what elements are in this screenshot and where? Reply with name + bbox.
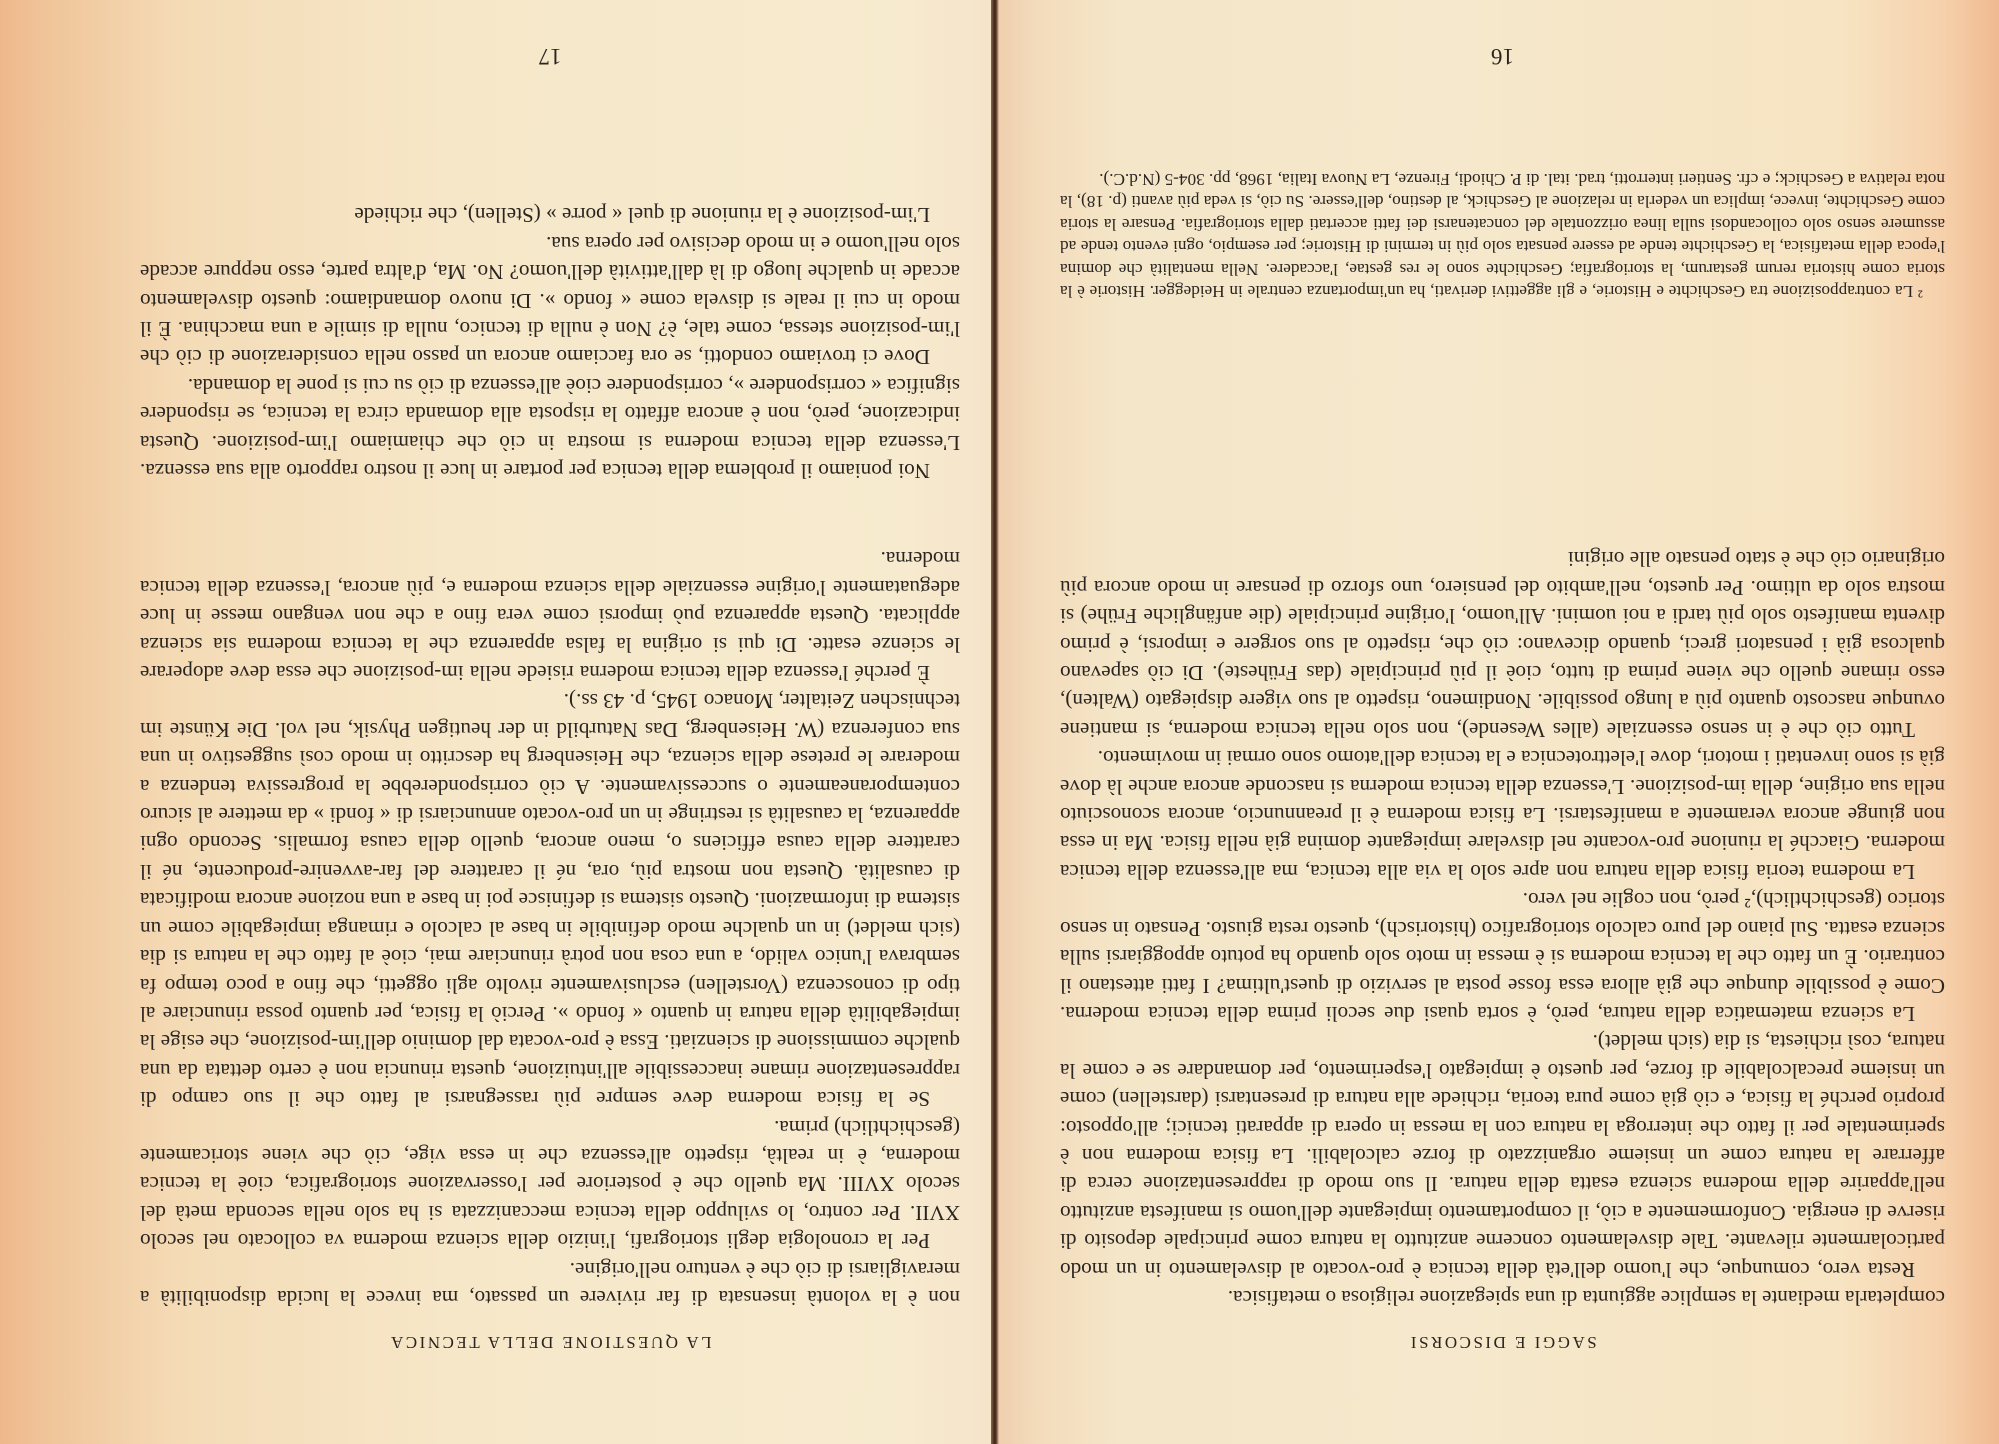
paragraph: Dove ci troviamo condotti, se ora facciamo ancora un passo nella considerazione di ciò che l'im-posizione stessa, come tale, è? Non è nulla di tecnico, nulla di simile a una macchina. È il modo in cui il reale si disvela come « fondo ». Di nuovo domandiamo: questo disvelamento accade in qualche luogo di là dall'attività dell'uomo? No. Ma, d'altra parte, esso neppure accade solo nell'uomo e in modo decisivo per opera sua. [140,231,960,370]
footnote-text: ² La contrapposizione tra Geschichte e Historie, e gli aggettivi derivati, ha un'importanza centrale in Heidegger. Historie è la storia come historia rerum gestarum, la storiografia; Geschichte sono le res gestae, l'accadere. Nella mentalità che domina l'epoca della metafisica, la Geschichte tende ad essere pensata solo più in termini di Historie; per esempio, ogni evento tende ad assumere senso solo collocandosi sulla linea orizzontale del concatenarsi dei fatti accertati dalla storiografia. Pensare la storia come Geschichte, invece, implica un vederla in relazione al Geschick, al destino, dell'essere. Su ciò, si veda più avanti (p. 18), la nota relativa a Geschick; e cfr. Sentieri interrotti, trad. ital. di P. Chiodi, Firenze, La Nuova Italia, 1968, pp. 304-5 (N.d.C.). [1060,169,1945,301]
footnote [1060,168,1945,302]
page-number: 17 [538,44,562,69]
paragraph: La scienza matematica della natura, però, è sorta quasi due secoli prima della tecnica moderna. Come è possibile dunque che già allora essa fosse posta al servizio di quest'ultima? I fatti attestano il contrario. È un fatto che la tecnica moderna si è messa in moto solo quando ha potuto appoggiarsi sulla scienza esatta. Sul piano del puro calcolo storiografico (historisch), questo resta giusto. Pensato in senso storico (geschichtlich),² però, non coglie nel vero. [1060,888,1945,1026]
paragraph: completarla mediante la semplice aggiunta di una spiegazione religiosa o metafisica. [1227,1286,1945,1310]
paragraph: Se la fisica moderna deve sempre più rassegnarsi al fatto che il suo campo di rappresentazione rimane inaccessibile all'intuizione, questa rinuncia non è certo dettata da una qualche commissione di scienziati. Essa è pro-vocata dal dominio dell'im-posizione, che esige la impiegabilità della natura in quanto « fondo ». Perciò la fisica, per quanto possa rinunciare al tipo di conoscenza (Vorstellen) esclusivamente rivolto agli oggetti, che fino a poco tempo fa sembrava l'unico valido, a una cosa non potrà rinunciare mai, cioè al fatto che la natura si dia (sich meldet) in un qualche modo definibile in base al calcolo e rimanga impiegabile come un sistema di informazioni. Questo sistema si definisce poi in base a una nozione ancora modificata di causalità. Questa non mostra più, ora, né il carattere del far-avvenire-producente, né il carattere della causa efficiens o, meno ancora, quello della causa formalis. Secondo ogni apparenza, la causalità si restringe in un pro-vocato annunciarsi di « fondi » da mettere al sicuro contemporaneamente o successivamente. A ciò corrisponderebbe la progressiva tendenza a moderare le pretese della scienza, che Heisenberg ha descritto in modo così suggestivo in una sua conferenza (W. Heisenberg, Das Naturbild in der heutigen Physik, nel vol. Die Künste im technischen Zeitalter, Monaco 1945, p. 43 ss.). [140,689,960,1112]
paragraph: Tutto ciò che è in senso essenziale (alles Wesende), non solo nella tecnica moderna, si mantiene ovunque nascosto quanto più a lungo possibile. Nondimeno, rispetto al suo vigere dispiegato (Walten), esso rimane quello che viene prima di tutto, cioè il più principiale (das Früheste). Di ciò sapevano qualcosa già i pensatori greci, quando dicevano: ciò che, rispetto al suo sorgere e imporsi, è primo diventa manifesto solo più tardi a noi uomini. All'uomo, l'origine principiale (die anfängliche Frühe) si mostra solo da ultimo. Per questo, nell'ambito del pensiero, uno sforzo di pensare in modo ancora più originario ciò che è stato pensato alle origini [1060,547,1945,742]
running-head: LA QUESTIONE DELLA TECNICA [388,1333,712,1352]
paragraph: non è la volontà insensata di far rivivere un passato, ma invece la lucida disponibilità a meravigliarsi di ciò che è venturo nell'origine. [140,1257,960,1310]
book-gutter [991,0,999,1444]
paragraph: Noi poniamo il problema della tecnica per portare in luce il nostro rapporto alla sua essenza. L'essenza della tecnica moderna si mostra in ciò che chiamiamo l'im-posizione. Questa indicazione, però, non è ancora affatto la risposta alla domanda circa la tecnica, se rispondere significa « corrispondere », corrispondere cioè all'essenza di ciò su cui si pone la domanda. [140,373,960,484]
paragraph: La moderna teoria fisica della natura non apre solo la via alla tecnica, ma all'essenza della tecnica moderna. Giacché la riunione pro-vocante nel disvelare impiegante domina già nella fisica. Ma in essa non giunge ancora veramente a manifestarsi. La fisica moderna è il preannuncio, ancora sconosciuto nella sua origine, della im-posizione. L'essenza della tecnica moderna si nasconde ancora anche là dove già si sono inventati i motori, dove l'elettrotecnica e la tecnica dell'atomo sono ormai in movimento. [1060,746,1945,884]
paragraph-underlined: È perché l'essenza della tecnica moderna risiede nella im-posizione che essa deve adoperare le scienze esatte. Di qui si origina la falsa apparenza che la tecnica moderna sia scienza applicata. Questa apparenza può imporsi come vera fino a che non vengano messe in luce adeguatamente l'origine essenziale della scienza moderna e, più ancora, l'essenza della tecnica moderna. [140,547,960,686]
paragraph: Per la cronologia degli storiografi, l'inizio della scienza moderna va collocato nel secolo XVII. Per contro, lo sviluppo della tecnica meccanizzata si ha solo nella seconda metà del secolo XVIII. Ma quello che è posteriore per l'osservazione storiografica, cioè la tecnica moderna, è in realtà, rispetto all'essenza che in essa vige, ciò che viene storicamente (geschichtlich) prima. [140,1115,960,1254]
page-17 [0,0,991,1444]
body-text [140,201,960,1312]
paragraph: Resta vero, comunque, che l'uomo dell'età della tecnica è pro-vocato al disvelamento in un modo particolarmente rilevante. Tale disvelamento concerne anzitutto la natura come principale deposito di riserve di energia. Conformemente a ciò, il comportamento impiegante dell'uomo si manifesta anzitutto nell'apparire della moderna scienza esatta della natura. Il suo modo di rappresentazione cerca di afferrare la natura come un insieme organizzato di forze calcolabili. La fisica moderna non è sperimentale per il fatto che interroga la natura con la messa in opera di apparati tecnici; all'opposto: proprio perché la fisica, e ciò già come pura teoria, richiede alla natura di presentarsi (darstellen) come un insieme precalcolabile di forze, per questo è impiegato l'esperimento, per domandare se e come la natura, così richiesta, si dia (sich meldet). [1060,1030,1945,1282]
page-number: 16 [1491,44,1514,69]
body-text [1060,545,1945,1312]
paragraph: L'im-posizione è la riunione di quel « porre » (Stellen), che richiede [354,203,930,228]
running-head: SAGGI E DISCORSI [1408,1333,1597,1352]
page-16 [999,0,1999,1444]
